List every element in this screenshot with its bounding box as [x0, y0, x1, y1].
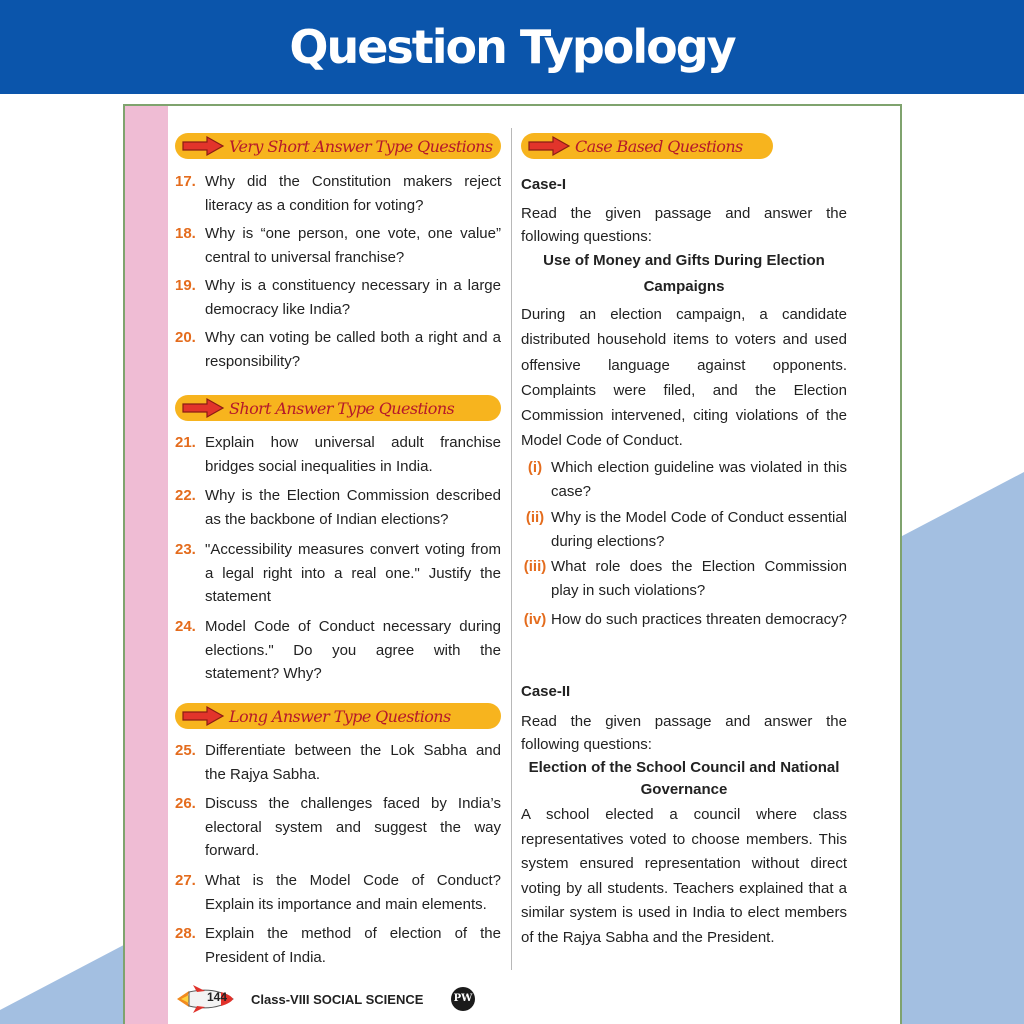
case-label: Case-I [521, 176, 567, 193]
question-item: 18. Why is “one person, one vote, one value” central to universal franchise? [175, 225, 501, 266]
case-passage: A school elected a council where class representatives voted to choose members. This system ensured representation without direct voting by all students. Teachers explained that a similar system is used in India to elect members of the Rajya Sabha and the President. [521, 806, 847, 946]
section-heading-case-based [521, 133, 773, 159]
page-footer [175, 982, 495, 1016]
section-title: Long Answer Type Questions [229, 706, 451, 726]
section-heading-very-short [175, 133, 501, 159]
case-subquestion: (ii) Why is the Model Code of Conduct essential during elections? [525, 509, 847, 550]
case-subquestion: (i) Which election guideline was violated in this case? [527, 459, 847, 500]
section-heading-long [175, 703, 501, 729]
question-item: 20. Why can voting be called both a right and a responsibility? [175, 329, 501, 370]
case-instruction: Read the given passage and answer the following questions: [521, 713, 847, 753]
pw-logo: PW [451, 987, 475, 1011]
page-number: 144 [207, 990, 228, 1004]
case-passage: During an election campaign, a candidate distributed household items to voters and used offensive language against opponents. Complaints were filed, and the Election Commission intervened, citing violations of the Model Code of Conduct. [521, 306, 847, 450]
arrow-icon [181, 135, 225, 157]
question-item: 26. Discuss the challenges faced by India’s electoral system and suggest the way forward. [175, 795, 501, 859]
question-item: 24. Model Code of Conduct necessary during elections." Do you agree with the statement? Why? [175, 618, 501, 682]
arrow-icon [181, 705, 225, 727]
page-title: Question Typology [289, 20, 735, 74]
question-item: 17. Why did the Constitution makers reject literacy as a condition for voting? [175, 173, 501, 214]
question-item: 19. Why is a constituency necessary in a large democracy like India? [175, 277, 501, 318]
worksheet-card [123, 104, 902, 1024]
case-instruction: Read the given passage and answer the following questions: [521, 205, 847, 245]
page-header [0, 0, 1024, 94]
question-item: 28. Explain the method of election of the President of India. [175, 925, 501, 966]
question-item: 23. "Accessibility measures convert voting from a legal right into a real one." Justify the statement [175, 541, 501, 605]
rocket-icon [175, 982, 237, 1016]
column-divider [511, 128, 512, 970]
question-item: 21. Explain how universal adult franchise bridges social inequalities in India. [175, 434, 501, 475]
question-item: 25. Differentiate between the Lok Sabha and the Rajya Sabha. [175, 742, 501, 783]
section-title: Short Answer Type Questions [229, 398, 455, 418]
case-label: Case-II [521, 683, 571, 700]
question-item: 22. Why is the Election Commission described as the backbone of Indian elections? [175, 487, 501, 528]
pink-margin-bar [125, 106, 168, 1024]
class-subject-label: Class-VIII SOCIAL SCIENCE [251, 992, 424, 1007]
question-item: 27. What is the Model Code of Conduct? Explain its importance and main elements. [175, 872, 501, 913]
section-title: Case Based Questions [575, 136, 743, 156]
case-title: Use of Money and Gifts During Election Campaigns [543, 252, 825, 295]
arrow-icon [527, 135, 571, 157]
section-heading-short [175, 395, 501, 421]
section-title: Very Short Answer Type Questions [229, 136, 493, 156]
case-subquestion: (iii) What role does the Election Commission play in such violations? [523, 558, 847, 599]
case-subquestion: (iv) How do such practices threaten democracy? [523, 611, 847, 628]
case-title: Election of the School Council and National Governance [528, 759, 840, 798]
arrow-icon [181, 397, 225, 419]
